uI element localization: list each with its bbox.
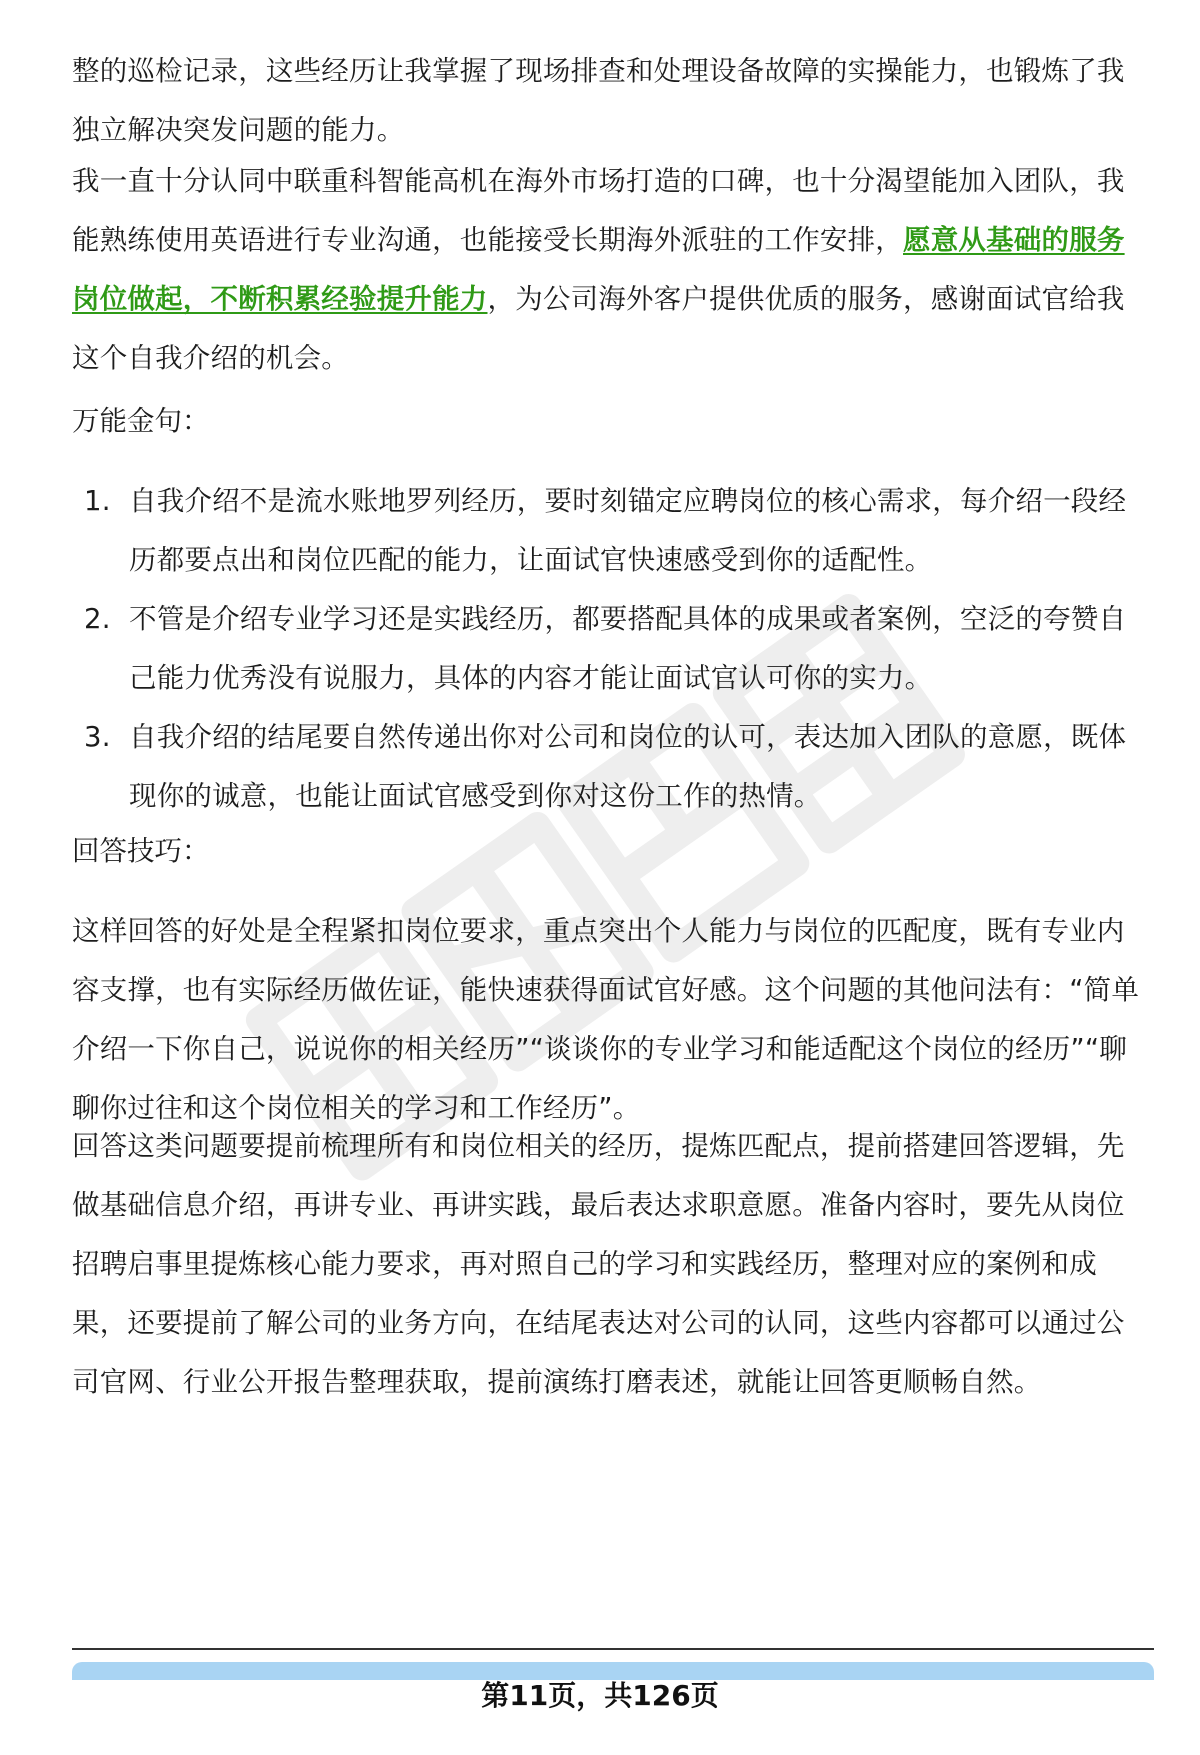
list-item-number: 1. [84, 485, 111, 517]
intro-paragraph-2 [72, 152, 1142, 388]
list-item [72, 708, 1142, 826]
list-item-text: 自我介绍的结尾要自然传递出你对公司和岗位的认可，表达加入团队的意愿，既体现你的诚意，也能让面试官感受到你对这份工作的热情。 [129, 721, 1127, 812]
intro-paragraph-2-text-after: ，为公司海外客户提供优质的服务，感谢面试官给我这个自我介绍的机会。 [72, 283, 1125, 374]
list-item [72, 590, 1142, 708]
list-item-number: 3. [84, 721, 111, 753]
golden-sentences-list [72, 472, 1142, 826]
list-item-text: 自我介绍不是流水账地罗列经历，要时刻锚定应聘岗位的核心需求，每介绍一段经历都要点出和岗位匹配的能力，让面试官快速感受到你的适配性。 [129, 485, 1127, 576]
section-heading-golden-sentences: 万能金句： [72, 405, 210, 437]
list-item-text: 不管是介绍专业学习还是实践经历，都要搭配具体的成果或者案例，空泛的夸赞自己能力优秀没有说服力，具体的内容才能让面试官认可你的实力。 [129, 603, 1127, 694]
highlighted-phrase: 愿意从基础的服务岗位做起，不断积累经验提升能力 [72, 224, 1125, 315]
intro-paragraph-2-text-before: 我一直十分认同中联重科智能高机在海外市场打造的口碑，也十分渴望能加入团队，我能熟练使用英语进行专业沟通，也能接受长期海外派驻的工作安排， [72, 165, 1125, 256]
tips-paragraph-1: 这样回答的好处是全程紧扣岗位要求，重点突出个人能力与岗位的匹配度，既有专业内容支撑，也有实际经历做佐证，能快速获得面试官好感。这个问题的其他问法有：“简单介绍一下你自己，说说你的相关经历”“谈谈你的专业学习和能适配这个岗位的经历”“聊聊你过往和这个岗位相关的学习和工作经历”。 [72, 915, 1140, 1124]
list-item-number: 2. [84, 603, 111, 635]
section-heading-answer-tips: 回答技巧： [72, 835, 210, 867]
page-number: 第11页，共126页 [481, 1679, 719, 1712]
tips-paragraph-2: 回答这类问题要提前梳理所有和岗位相关的经历，提炼匹配点，提前搭建回答逻辑，先做基础信息介绍，再讲专业、再讲实践，最后表达求职意愿。准备内容时，要先从岗位招聘启事里提炼核心能力要求，再对照自己的学习和实践经历，整理对应的案例和成果，还要提前了解公司的业务方向，在结尾表达对公司的认同，这些内容都可以通过公司官网、行业公开报告整理获取，提前演练打磨表述，就能让回答更顺畅自然。 [72, 1130, 1125, 1398]
footer-divider [72, 1648, 1154, 1650]
list-item [72, 472, 1142, 590]
intro-paragraph-1 [72, 42, 1142, 160]
intro-paragraph-1-text: 整的巡检记录，这些经历让我掌握了现场排查和处理设备故障的实操能力，也锻炼了我独立解决突发问题的能力。 [72, 55, 1125, 146]
